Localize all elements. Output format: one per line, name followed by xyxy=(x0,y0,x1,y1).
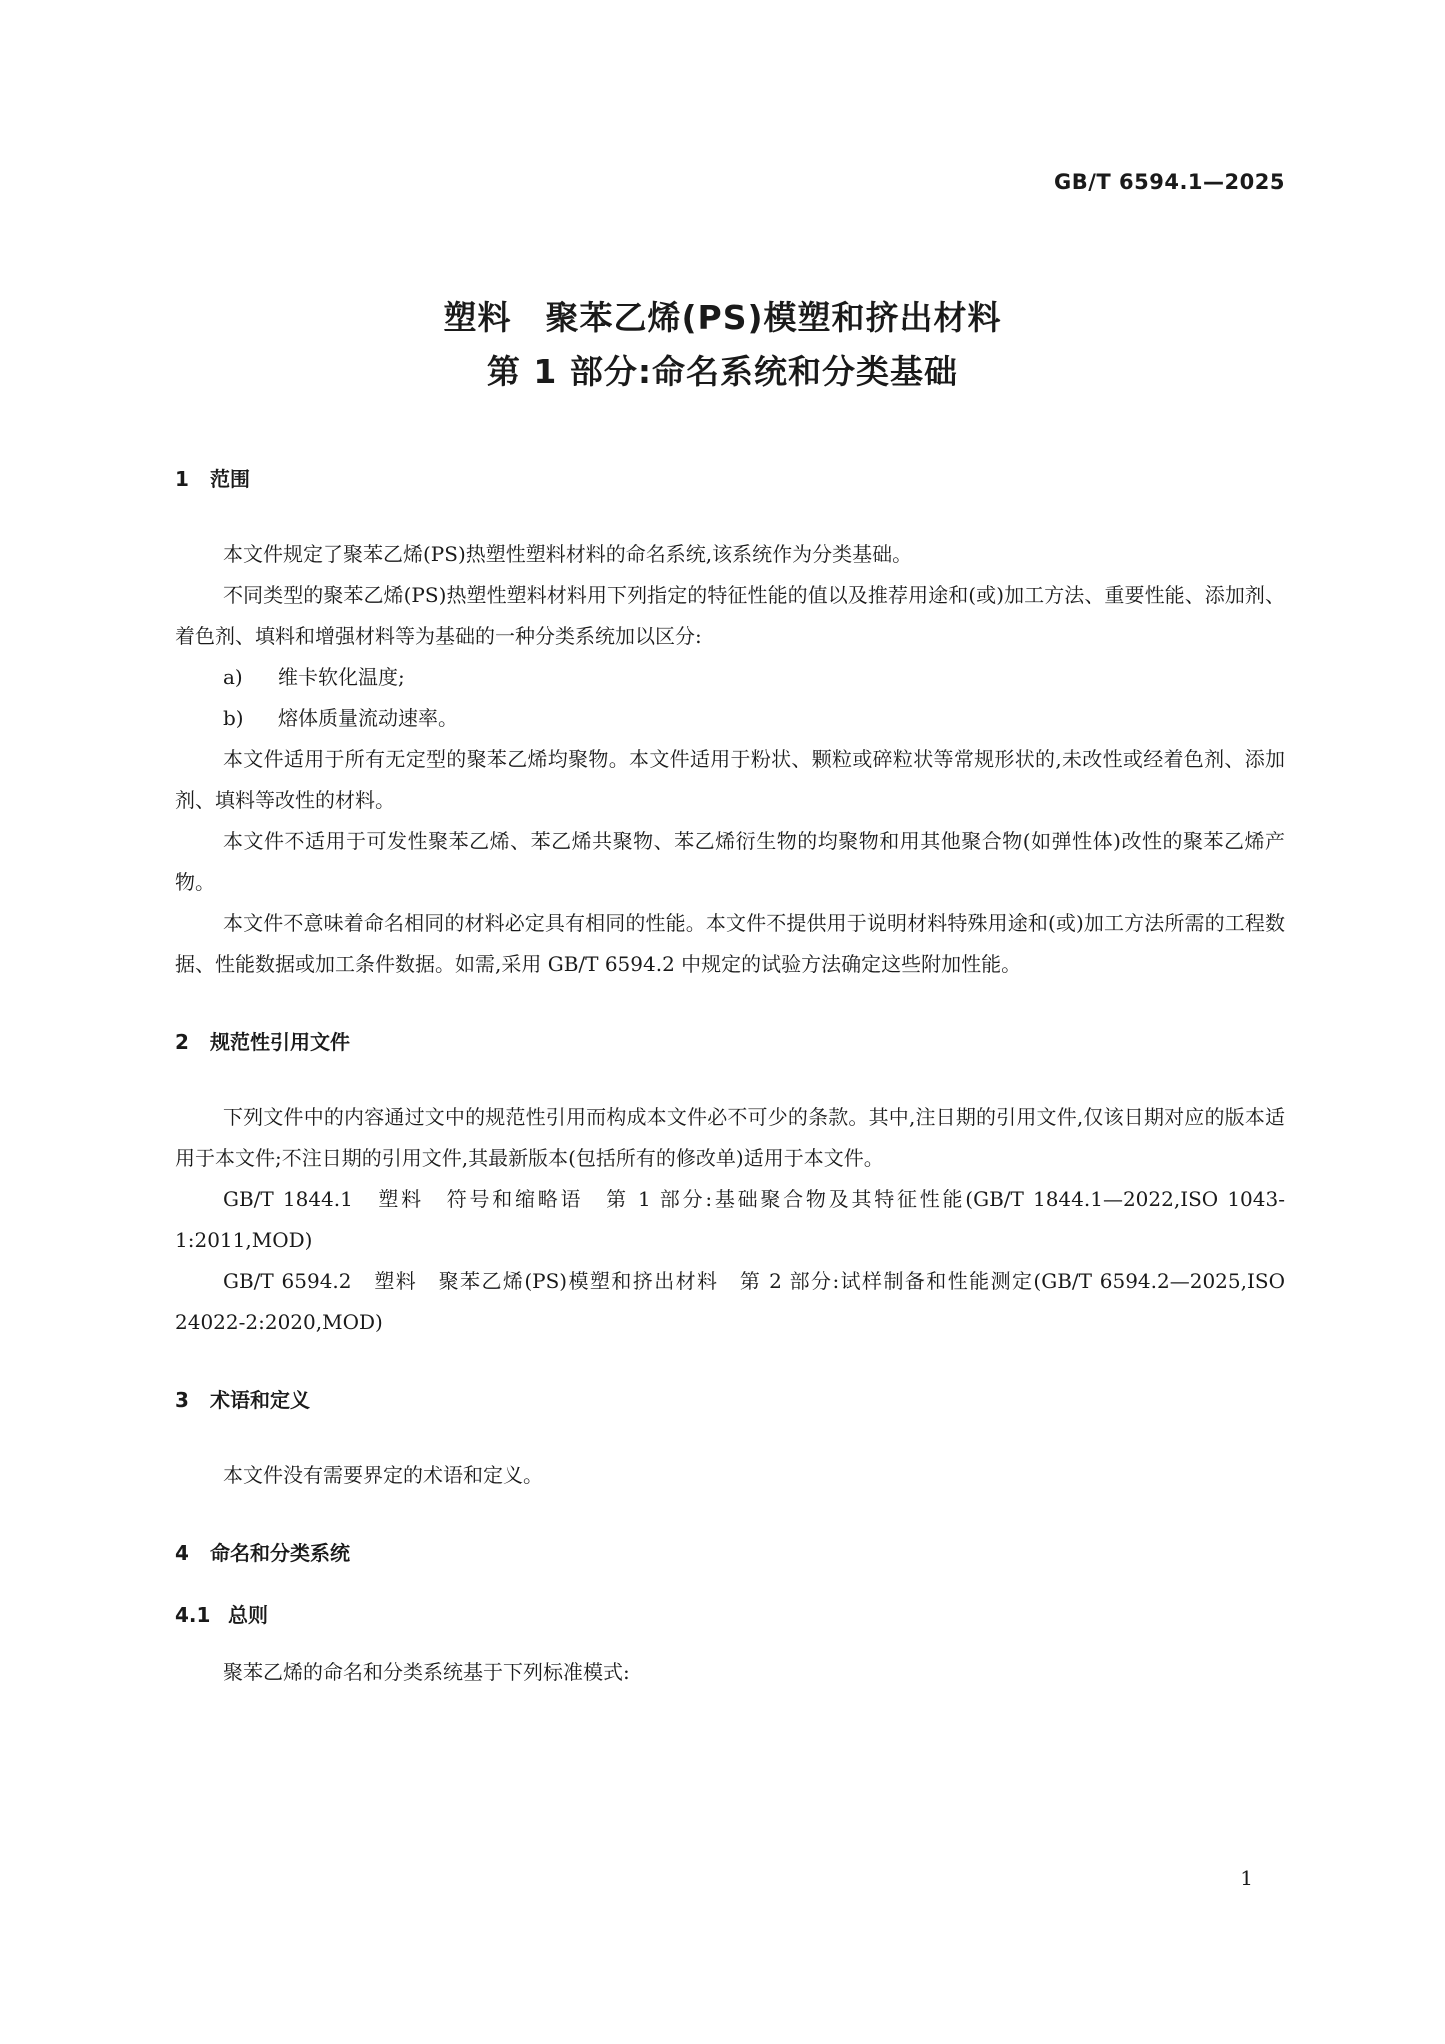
list-marker: b) xyxy=(223,706,244,730)
normative-reference: GB/T 6594.2 塑料 聚苯乙烯(PS)模塑和挤出材料 第 2 部分:试样制备和性能测定(GB/T 6594.2—2025,ISO 24022-2:2020,MOD) xyxy=(175,1269,1285,1334)
section-title: 规范性引用文件 xyxy=(210,1030,350,1054)
paragraph: 本文件没有需要界定的术语和定义。 xyxy=(223,1463,543,1487)
section-title: 术语和定义 xyxy=(210,1388,310,1412)
list-item xyxy=(175,698,1285,739)
section-title: 命名和分类系统 xyxy=(210,1541,350,1565)
section-number: 1 xyxy=(175,467,189,491)
list-marker: a) xyxy=(223,665,243,689)
section-3-heading xyxy=(175,1383,1285,1417)
paragraph: 聚苯乙烯的命名和分类系统基于下列标准模式: xyxy=(223,1660,630,1684)
section-number: 3 xyxy=(175,1388,189,1412)
page-number: 1 xyxy=(1240,1866,1253,1890)
standard-code: GB/T 6594.1—2025 xyxy=(1053,170,1285,194)
section-4-heading xyxy=(175,1536,1285,1570)
document-title-line1: 塑料 聚苯乙烯(PS)模塑和挤出材料 xyxy=(443,298,1002,337)
section-2-heading xyxy=(175,1025,1285,1059)
paragraph: 下列文件中的内容通过文中的规范性引用而构成本文件必不可少的条款。其中,注日期的引用文件,仅该日期对应的版本适用于本文件;不注日期的引用文件,其最新版本(包括所有的修改单)适用于本文件。 xyxy=(175,1105,1285,1170)
document-body xyxy=(175,462,1285,1693)
paragraph: 本文件规定了聚苯乙烯(PS)热塑性塑料材料的命名系统,该系统作为分类基础。 xyxy=(223,542,913,566)
list-text: 熔体质量流动速率。 xyxy=(278,706,458,730)
subsection-number: 4.1 xyxy=(175,1603,211,1627)
paragraph: 不同类型的聚苯乙烯(PS)热塑性塑料材料用下列指定的特征性能的值以及推荐用途和(或)加工方法、重要性能、添加剂、着色剂、填料和增强材料等为基础的一种分类系统加以区分: xyxy=(175,583,1285,648)
section-title: 范围 xyxy=(210,467,250,491)
subsection-4-1-heading xyxy=(175,1598,1285,1632)
paragraph: 本文件适用于所有无定型的聚苯乙烯均聚物。本文件适用于粉状、颗粒或碎粒状等常规形状的,未改性或经着色剂、添加剂、填料等改性的材料。 xyxy=(175,747,1285,812)
document-title-line2: 第 1 部分:命名系统和分类基础 xyxy=(486,352,959,391)
paragraph: 本文件不意味着命名相同的材料必定具有相同的性能。本文件不提供用于说明材料特殊用途和(或)加工方法所需的工程数据、性能数据或加工条件数据。如需,采用 GB/T 6594.2 中规定的试验方法确定这些附加性能。 xyxy=(175,911,1285,976)
section-number: 4 xyxy=(175,1541,189,1565)
section-1-heading xyxy=(175,462,1285,496)
paragraph: 本文件不适用于可发性聚苯乙烯、苯乙烯共聚物、苯乙烯衍生物的均聚物和用其他聚合物(如弹性体)改性的聚苯乙烯产物。 xyxy=(175,829,1285,894)
normative-reference: GB/T 1844.1 塑料 符号和缩略语 第 1 部分:基础聚合物及其特征性能(GB/T 1844.1—2022,ISO 1043-1:2011,MOD) xyxy=(175,1187,1285,1252)
section-number: 2 xyxy=(175,1030,189,1054)
list-item xyxy=(175,657,1285,698)
subsection-title: 总则 xyxy=(228,1603,268,1627)
list-text: 维卡软化温度; xyxy=(278,665,405,689)
